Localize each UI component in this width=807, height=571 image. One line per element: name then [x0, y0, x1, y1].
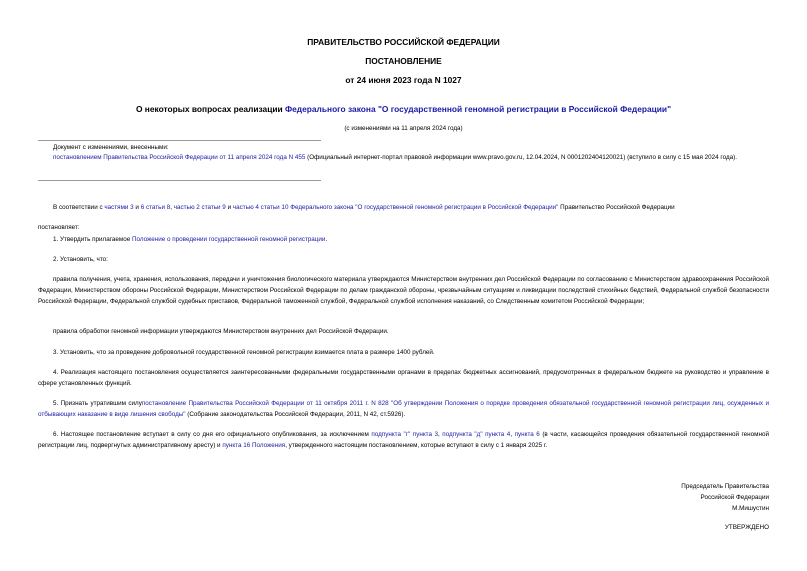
changes-bottom-divider: [38, 180, 321, 181]
date-number-heading: от 24 июня 2023 года N 1027: [345, 75, 462, 85]
item-1-end: .: [325, 236, 328, 243]
signature-position: Председатель Правительства: [681, 483, 769, 490]
item-6-text: ,: [510, 431, 515, 438]
law-art10-part4-link[interactable]: частью 4 статьи 10 Федерального закона "О государственной геномной регистрации в Российской Федерации": [232, 204, 559, 211]
preamble-paragraph: [38, 203, 769, 214]
item-2: 2. Установить, что:: [53, 256, 108, 263]
item-5: [38, 399, 769, 421]
changes-text: [38, 153, 769, 164]
preamble-text: и: [133, 204, 141, 211]
preamble-text: Правительство Российской Федерации: [558, 204, 675, 211]
paragraph-16-link[interactable]: пункта 16 Положения: [222, 441, 286, 449]
law-art8-part6-link[interactable]: 6 статьи 8: [140, 204, 171, 211]
item-6-text: , утвержденного настоящим постановлением, которые вступают в силу с 1 января 2025 г.: [285, 441, 548, 449]
item-3: 3. Установить, что за проведение добровольной государственной геномной регистрации взимается плата в размере 1400 рублей.: [53, 349, 435, 356]
signature-body: Российской Федерации: [700, 493, 769, 501]
doc-type-heading: ПОСТАНОВЛЕНИЕ: [365, 56, 442, 66]
item-6-text: 6. Настоящее постановление вступает в силу со дня его официального опубликования, за исключением: [53, 431, 372, 438]
law-art9-part2-link[interactable]: частью 2 статьи 9: [173, 204, 226, 211]
document-title: [0, 104, 807, 114]
item-6: [38, 430, 769, 452]
amendment-details: (Официальный интернет-портал правовой информации www.pravo.gov.ru, 12.04.2024, N 0001202404120021) (вступило в силу с 15 мая 2024 года).: [305, 154, 737, 161]
preamble-text: В соответствии с: [53, 204, 105, 211]
law-part-3-link[interactable]: частями 3: [104, 204, 134, 211]
item-6-text: (в части, касающейся проведения обязательной государственной геномной регистрации лиц, подвергнутых административному аресту) и: [38, 431, 769, 449]
item-2-a: правила получения, учета, хранения, использования, передачи и уничтожения биологического материала утверждаются Министерством внутренних дел Российской Федерации по согласованию с Министерством здравоохранения Российской Федерации, Министерством обороны Российской Федерации, Министерством Российской Федерации по делам гражданской обороны, чрезвычайным ситуациям и ликвидации последствий стихийных бедствий, Федеральной службой безопасности Российской Федерации, Федеральной службой судебных приставов, Федеральной таможенной службой, Федеральной службой исполнения наказаний, со Следственным комитетом Российской Федерации;: [38, 276, 769, 305]
approved-label: УТВЕРЖДЕНО: [724, 524, 769, 531]
preamble-text: ,: [170, 204, 174, 211]
authority-heading: ПРАВИТЕЛЬСТВО РОССИЙСКОЙ ФЕДЕРАЦИИ: [307, 37, 500, 47]
paragraph-6-link[interactable]: пункта 6: [514, 431, 540, 438]
signature-block: [681, 482, 769, 514]
item-1-text: 1. Утвердить прилагаемое: [53, 236, 132, 243]
title-prefix: О некоторых вопросах реализации: [135, 104, 285, 114]
item-1: [38, 235, 769, 246]
signature-name: М.Мишустин: [732, 504, 769, 512]
preamble-text: и: [225, 204, 233, 211]
item-5-text: 5. Признать утратившим силу: [53, 400, 142, 407]
item-5-end: (Собрание законодательства Российской Федерации, 2011, N 42, ст.5926).: [185, 410, 406, 418]
amendment-link[interactable]: постановлением Правительства Российской Федерации от 11 апреля 2024 года N 455: [53, 154, 306, 161]
item-2-b: правила обработки геномной информации утверждаются Министерством внутренних дел Российской Федерации.: [53, 328, 389, 335]
item-6-text: ,: [438, 431, 443, 438]
revision-note: (с изменениями на 11 апреля 2024 года): [344, 125, 463, 132]
regulation-link[interactable]: Положение о проведении государственной геномной регистрации: [131, 236, 326, 243]
changes-top-divider: [38, 140, 321, 141]
decides-text: постановляет:: [38, 224, 80, 231]
repealed-decree-link[interactable]: постановление Правительства Российской Федерации от 11 октября 2011 г. N 828 "Об утверждении Положения о порядке проведения обязательной государственной геномной регистрации лиц, осужденных и отбывающих наказание в виде лишения свободы": [38, 400, 769, 418]
item-4: 4. Реализация настоящего постановления осуществляется заинтересованными федеральными государственными органами в пределах бюджетных ассигнований, предусмотренных в федеральном бюджете на руководство и управление в сфере установленных функций.: [38, 369, 769, 387]
federal-law-link[interactable]: Федерального закона "О государственной геномной регистрации в Российской Федерации": [284, 104, 672, 114]
changes-intro: Документ с изменениями, внесенными:: [53, 144, 169, 151]
subparagraph-d-link[interactable]: подпункта "д" пункта 4: [442, 431, 511, 438]
subparagraph-g-link[interactable]: подпункта "г" пункта 3: [371, 431, 438, 438]
